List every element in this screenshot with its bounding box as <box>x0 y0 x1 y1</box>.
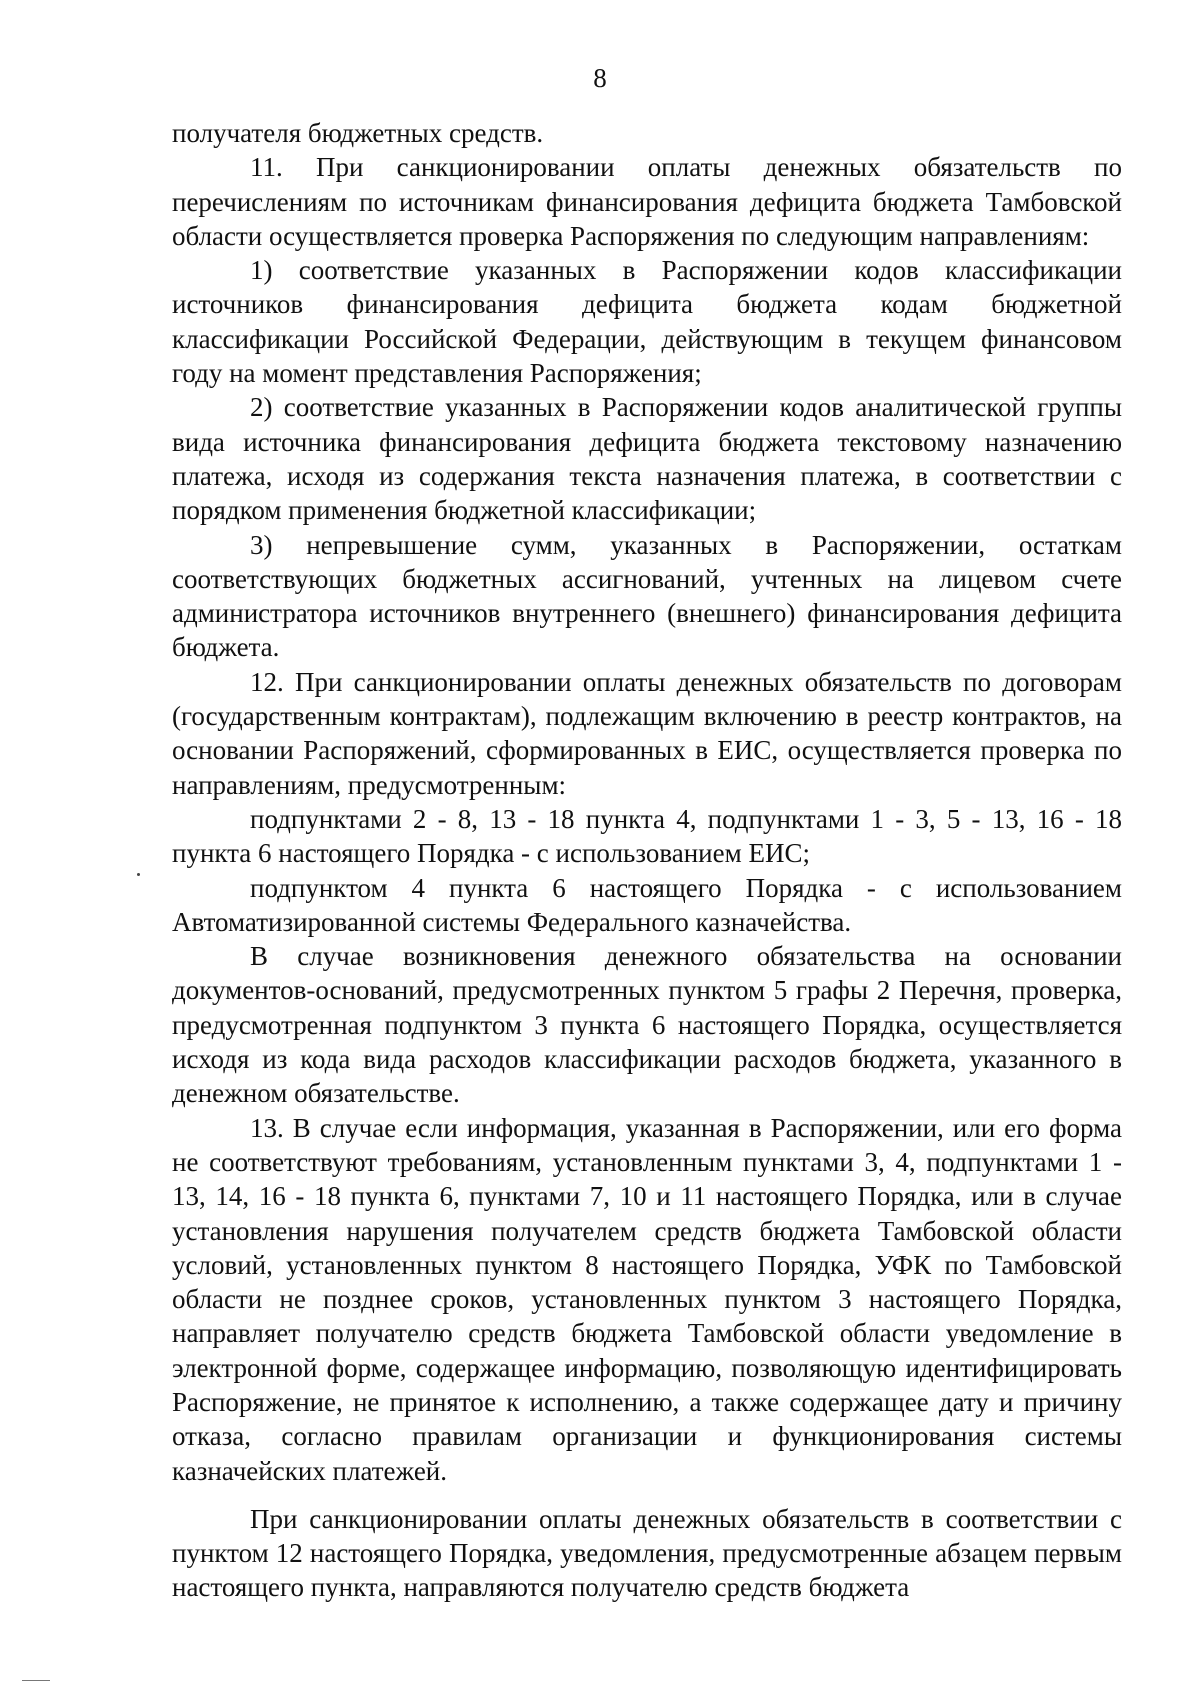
paragraph-item-12-case: В случае возникновения денежного обязательства на основании документов-оснований, предусмотренных пунктом 5 графы 2 Перечня, проверка, предусмотренная подпунктом 3 пункта 6 настоящего Порядка, осуществляется исходя из кода вида расходов классификации расходов бюджета, указанного в денежном обязательстве. <box>172 941 1122 1109</box>
document-body <box>172 116 1122 1605</box>
paragraph-item-12-asfk: подпунктом 4 пункта 6 настоящего Порядка - с использованием Автоматизированной системы Федерального казначейства. <box>172 872 1122 937</box>
paragraph-item-13-notice: При санкционировании оплаты денежных обязательств в соответствии с пунктом 12 настоящего Порядка, уведомления, предусмотренные абзацем первым настоящего пункта, направляются получателю средств бюджета <box>172 1503 1122 1603</box>
paragraph-item-11: 11. При санкционировании оплаты денежных обязательств по перечислениям по источникам финансирования дефицита бюджета Тамбовской области осуществляется проверка Распоряжения по следующим направлениям: <box>172 152 1122 251</box>
paragraph-subitem-11-2: 2) соответствие указанных в Распоряжении кодов аналитической группы вида источника финансирования дефицита бюджета текстовому назначению платежа, исходя из содержания текста назначения платежа, в соответствии с порядком применения бюджетной классификации; <box>172 392 1122 526</box>
page-number: 8 <box>593 63 607 93</box>
paragraph-item-12: 12. При санкционировании оплаты денежных обязательств по договорам (государственным контрактам), подлежащим включению в реестр контрактов, на основании Распоряжений, сформированных в ЕИС, осуществляется проверка по направлениям, предусмотренным: <box>172 666 1122 800</box>
paragraph-item-13: 13. В случае если информация, указанная в Распоряжении, или его форма не соответствуют требованиям, установленным пунктами 3, 4, подпунктами 1 - 13, 14, 16 - 18 пункта 6, пунктами 7, 10 и 11 настоящего Порядка, или в случае установления нарушения получателем средств бюджета Тамбовской области условий, установленных пунктом 8 настоящего Порядка, УФК по Тамбовской области не позднее сроков, установленных пунктом 3 настоящего Порядка, направляет получателю средств бюджета Тамбовской области уведомление в электронной форме, содержащее информацию, позволяющую идентифицировать Распоряжение, не принятое к исполнению, а также содержащее дату и причину отказа, согласно правилам организации и функционирования системы казначейских платежей. <box>172 1112 1122 1486</box>
paragraph-item-12-eis: подпунктами 2 - 8, 13 - 18 пункта 4, подпунктами 1 - 3, 5 - 13, 16 - 18 пункта 6 настоящего Порядка - с использованием ЕИС; <box>172 803 1122 869</box>
scan-mark <box>22 1680 50 1681</box>
paragraph-continuation: получателя бюджетных средств. <box>172 118 544 148</box>
scan-dot <box>137 873 140 876</box>
paragraph-subitem-11-1: 1) соответствие указанных в Распоряжении кодов классификации источников финансирования дефицита бюджета кодам бюджетной классификации Российской Федерации, действующим в текущем финансовом году на момент представления Распоряжения; <box>172 255 1122 389</box>
paragraph-subitem-11-3: 3) непревышение сумм, указанных в Распоряжении, остаткам соответствующих бюджетных ассигнований, учтенных на лицевом счете администратора источников внутреннего (внешнего) финансирования дефицита бюджета. <box>172 529 1122 663</box>
